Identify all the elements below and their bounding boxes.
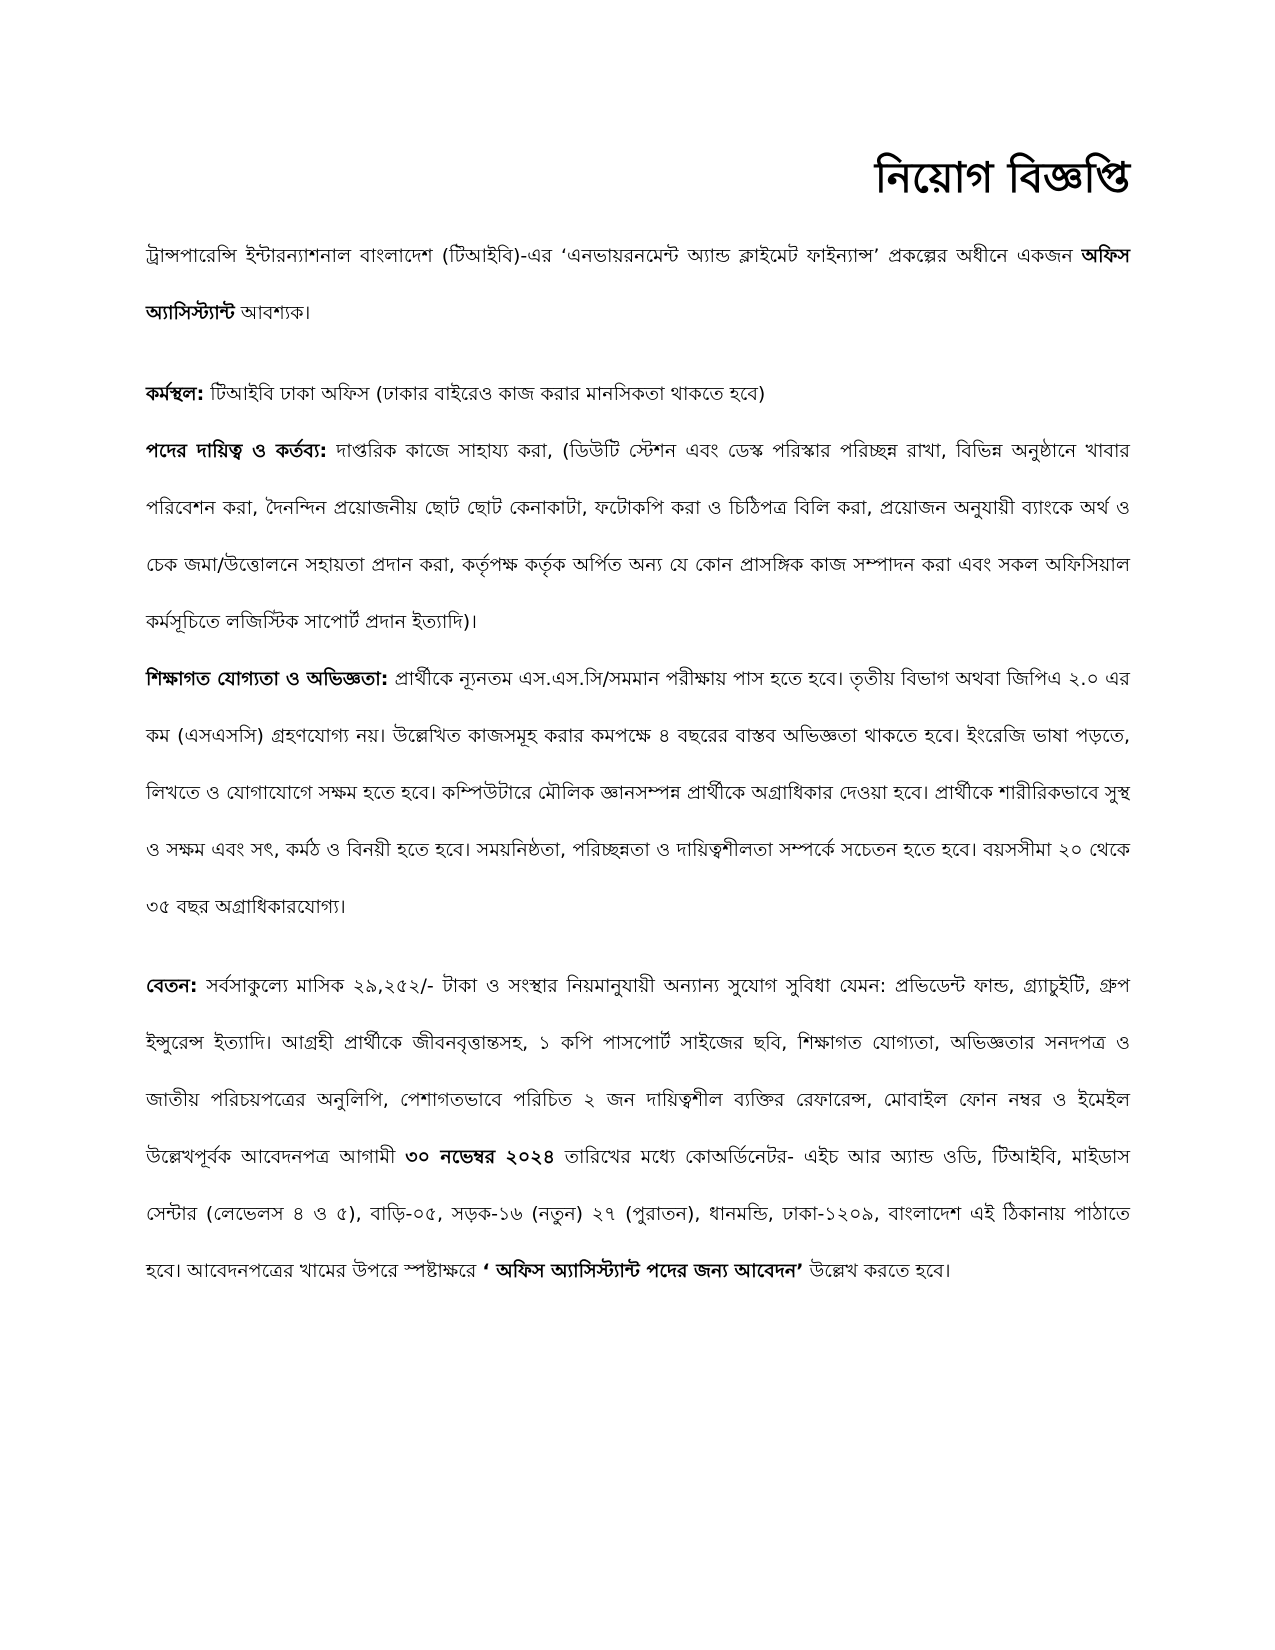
closing-text: উল্লেখ করতে হবে। bbox=[803, 1260, 951, 1282]
position-title: অফিস অ্যাসিস্ট্যান্ট bbox=[146, 245, 1130, 324]
qualifications-label: শিক্ষাগত যোগ্যতা ও অভিজ্ঞতা: bbox=[146, 668, 389, 690]
duties-text: দাপ্তরিক কাজে সাহায্য করা, (ডিউটি স্টেশন এবং ডেস্ক পরিস্কার পরিচ্ছন্ন রাখা, বিভিন্ন অনুষ্ঠানে খাবার পরিবেশন করা, দৈনন্দিন প্রয়োজনীয় ছোট ছোট কেনাকাটা, ফটোকপি করা ও চিঠিপত্র বিলি করা, প্রয়োজন অনুযায়ী ব্যাংকে অর্থ ও চেক জমা/উত্তোলনে সহায়তা প্রদান করা, কর্তৃপক্ষ কর্তৃক অর্পিত অন্য যে কোন প্রাসঙ্গিক কাজ সম্পাদন করা এবং সকল অফিসিয়াল কর্মসূচিতে লজিস্টিক সাপোর্ট প্রদান ইত্যাদি)। bbox=[146, 440, 1130, 633]
application-address-text: তারিখের মধ্যে কোঅর্ডিনেটর- এইচ আর অ্যান্ড ওডি, টিআইবি, মাইডাস সেন্টার (লেভেলস ৪ ও ৫), বাড়ি-০৫, সড়ক-১৬ (নতুন) ২৭ (পুরাতন), ধানমন্ডি, ঢাকা-১২০৯, বাংলাদেশ এই ঠিকানায় পাঠাতে হবে। আবেদনপত্রের খামের উপরে স্পষ্টাক্ষরে bbox=[146, 1146, 1130, 1282]
salary-label: বেতন: bbox=[146, 975, 198, 997]
salary-text: সর্বসাকুল্যে মাসিক ২৯,২৫২/- টাকা ও সংস্থার নিয়মানুযায়ী অন্যান্য সুযোগ সুবিধা যেমন: প্রভিডেন্ট ফান্ড, গ্র্যাচুইটি, গ্রুপ ইন্সুরেন্স ইত্যাদি। আগ্রহী প্রার্থীকে জীবনবৃত্তান্তসহ, ১ কপি পাসপোর্ট সাইজের ছবি, শিক্ষাগত যোগ্যতা, অভিজ্ঞতার সনদপত্র ও জাতীয় পরিচয়পত্রের অনুলিপি, পেশাগতভাবে পরিচিত ২ জন দায়িত্বশীল ব্যক্তির রেফারেন্স, মোবাইল ফোন নম্বর ও ইমেইল উল্লেখপূর্বক আবেদনপত্র আগামী bbox=[146, 975, 1130, 1168]
workplace-label: কর্মস্থল: bbox=[146, 383, 205, 405]
page-title: নিয়োগ বিজ্ঞপ্তি bbox=[874, 153, 1130, 202]
intro-paragraph bbox=[146, 228, 1130, 342]
intro-text: ট্রান্সপারেন্সি ইন্টারন্যাশনাল বাংলাদেশ (টিআইবি)-এর ‘এনভায়রনমেন্ট অ্যান্ড ক্লাইমেট ফাইন্যান্স’ প্রকল্পের অধীনে একজন bbox=[146, 245, 1082, 267]
envelope-label: ‘ অফিস অ্যাসিস্ট্যান্ট পদের জন্য আবেদন’ bbox=[482, 1260, 804, 1282]
duties-label: পদের দায়িত্ব ও কর্তব্য: bbox=[146, 440, 328, 462]
intro-text-end: আবশ্যক। bbox=[234, 302, 311, 324]
intro-section bbox=[146, 228, 1130, 342]
salary-section bbox=[146, 958, 1130, 1300]
qualifications-text: প্রার্থীকে ন্যূনতম এস.এস.সি/সমমান পরীক্ষায় পাস হতে হবে। তৃতীয় বিভাগ অথবা জিপিএ ২.০ এর কম (এসএসসি) গ্রহণযোগ্য নয়। উল্লেখিত কাজসমূহ করার কমপক্ষে ৪ বছরের বাস্তব অভিজ্ঞতা থাকতে হবে। ইংরেজি ভাষা পড়তে, লিখতে ও যোগাযোগে সক্ষম হতে হবে। কম্পিউটারে মৌলিক জ্ঞানসম্পন্ন প্রার্থীকে অগ্রাধিকার দেওয়া হবে। প্রার্থীকে শারীরিকভাবে সুস্থ ও সক্ষম এবং সৎ, কর্মঠ ও বিনয়ী হতে হবে। সময়নিষ্ঠতা, পরিচ্ছন্নতা ও দায়িত্বশীলতা সম্পর্কে সচেতন হতে হবে। বয়সসীমা ২০ থেকে ৩৫ বছর অগ্রাধিকারযোগ্য। bbox=[146, 668, 1131, 918]
details-section bbox=[146, 366, 1130, 936]
application-deadline: ৩০ নভেম্বর ২০২৪ bbox=[405, 1146, 555, 1168]
workplace-paragraph bbox=[146, 366, 1130, 423]
duties-paragraph bbox=[146, 423, 1130, 651]
workplace-text: টিআইবি ঢাকা অফিস (ঢাকার বাইরেও কাজ করার মানসিকতা থাকতে হবে) bbox=[204, 383, 766, 405]
qualifications-paragraph bbox=[146, 651, 1130, 936]
salary-paragraph bbox=[146, 958, 1130, 1300]
